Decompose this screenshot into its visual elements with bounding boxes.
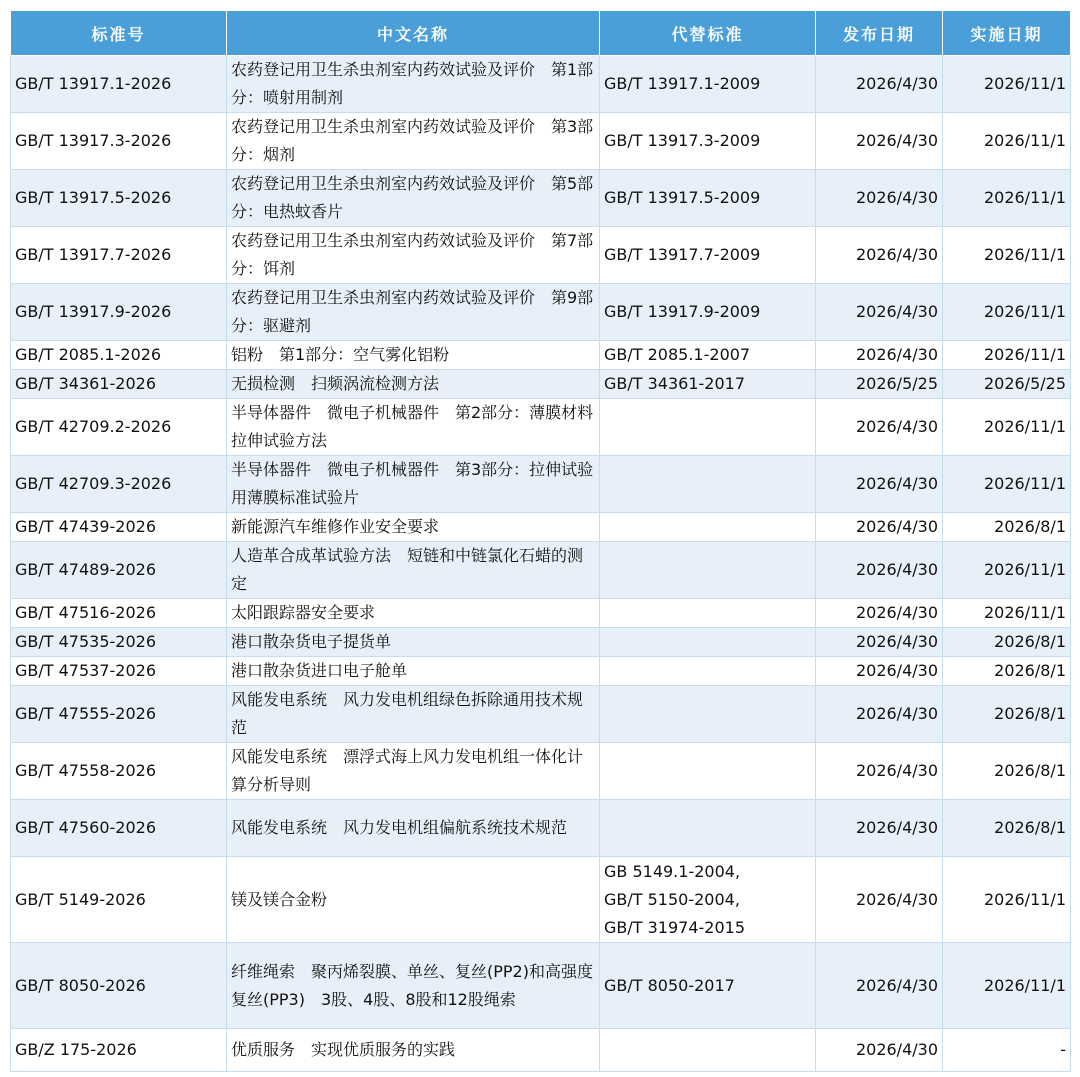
table-row [11,456,1071,513]
table-row [11,56,1071,113]
header-standard-number: 标准号 [11,11,227,56]
cell-replaced-standard [600,542,816,599]
header-publish-date: 发布日期 [816,11,943,56]
cell-effective-date: 2026/8/1 [943,743,1071,800]
cell-standard-number: GB/T 13917.9-2026 [11,284,227,341]
cell-effective-date: 2026/11/1 [943,943,1071,1029]
cell-standard-number: GB/T 8050-2026 [11,943,227,1029]
cell-replaced-standard [600,599,816,628]
cell-replaced-standard [600,686,816,743]
cell-replaced-standard: GB/T 13917.1-2009 [600,56,816,113]
cell-publish-date: 2026/4/30 [816,800,943,857]
cell-effective-date: 2026/11/1 [943,456,1071,513]
cell-effective-date: 2026/11/1 [943,113,1071,170]
cell-publish-date: 2026/4/30 [816,1029,943,1072]
cell-effective-date: 2026/8/1 [943,513,1071,542]
cell-effective-date: 2026/11/1 [943,170,1071,227]
cell-replaced-standard [600,1029,816,1072]
cell-effective-date: 2026/11/1 [943,227,1071,284]
table-row [11,113,1071,170]
cell-replaced-standard [600,456,816,513]
cell-effective-date: 2026/11/1 [943,542,1071,599]
cell-chinese-name: 新能源汽车维修作业安全要求 [227,513,600,542]
cell-standard-number: GB/T 2085.1-2026 [11,341,227,370]
cell-chinese-name: 港口散杂货进口电子舱单 [227,657,600,686]
cell-publish-date: 2026/4/30 [816,227,943,284]
cell-replaced-standard: GB/T 13917.9-2009 [600,284,816,341]
cell-standard-number: GB/T 13917.1-2026 [11,56,227,113]
cell-chinese-name: 风能发电系统 漂浮式海上风力发电机组一体化计算分析导则 [227,743,600,800]
cell-publish-date: 2026/4/30 [816,686,943,743]
cell-standard-number: GB/T 34361-2026 [11,370,227,399]
cell-standard-number: GB/T 13917.7-2026 [11,227,227,284]
table-row [11,284,1071,341]
table-row [11,743,1071,800]
cell-effective-date: 2026/8/1 [943,657,1071,686]
cell-replaced-standard: GB 5149.1-2004, GB/T 5150-2004, GB/T 31974-2015 [600,857,816,943]
cell-effective-date: - [943,1029,1071,1072]
cell-effective-date: 2026/8/1 [943,628,1071,657]
table-row [11,657,1071,686]
table-header-row [11,11,1071,56]
cell-publish-date: 2026/4/30 [816,657,943,686]
cell-publish-date: 2026/4/30 [816,628,943,657]
table-row [11,1029,1071,1072]
table-row [11,341,1071,370]
cell-standard-number: GB/T 42709.2-2026 [11,399,227,456]
cell-chinese-name: 铝粉 第1部分：空气雾化铝粉 [227,341,600,370]
cell-standard-number: GB/T 47439-2026 [11,513,227,542]
cell-replaced-standard: GB/T 13917.7-2009 [600,227,816,284]
cell-standard-number: GB/T 47558-2026 [11,743,227,800]
cell-replaced-standard: GB/T 13917.5-2009 [600,170,816,227]
cell-replaced-standard [600,513,816,542]
cell-publish-date: 2026/4/30 [816,113,943,170]
cell-chinese-name: 人造革合成革试验方法 短链和中链氯化石蜡的测定 [227,542,600,599]
cell-standard-number: GB/T 47516-2026 [11,599,227,628]
cell-replaced-standard [600,657,816,686]
table-row [11,542,1071,599]
cell-effective-date: 2026/11/1 [943,56,1071,113]
cell-effective-date: 2026/11/1 [943,399,1071,456]
table-row [11,370,1071,399]
cell-standard-number: GB/T 47489-2026 [11,542,227,599]
header-replaced-standard: 代替标准 [600,11,816,56]
cell-standard-number: GB/Z 175-2026 [11,1029,227,1072]
cell-standard-number: GB/T 13917.5-2026 [11,170,227,227]
cell-publish-date: 2026/4/30 [816,56,943,113]
cell-publish-date: 2026/4/30 [816,341,943,370]
cell-publish-date: 2026/4/30 [816,513,943,542]
table-row [11,628,1071,657]
cell-chinese-name: 半导体器件 微电子机械器件 第3部分：拉伸试验用薄膜标准试验片 [227,456,600,513]
cell-effective-date: 2026/5/25 [943,370,1071,399]
cell-publish-date: 2026/4/30 [816,170,943,227]
cell-standard-number: GB/T 5149-2026 [11,857,227,943]
cell-chinese-name: 农药登记用卫生杀虫剂室内药效试验及评价 第5部分：电热蚊香片 [227,170,600,227]
cell-chinese-name: 镁及镁合金粉 [227,857,600,943]
table-row [11,686,1071,743]
cell-standard-number: GB/T 47537-2026 [11,657,227,686]
header-chinese-name: 中文名称 [227,11,600,56]
cell-chinese-name: 农药登记用卫生杀虫剂室内药效试验及评价 第9部分：驱避剂 [227,284,600,341]
cell-chinese-name: 太阳跟踪器安全要求 [227,599,600,628]
cell-effective-date: 2026/11/1 [943,341,1071,370]
table-row [11,599,1071,628]
cell-chinese-name: 农药登记用卫生杀虫剂室内药效试验及评价 第7部分：饵剂 [227,227,600,284]
header-effective-date: 实施日期 [943,11,1071,56]
cell-replaced-standard [600,800,816,857]
cell-effective-date: 2026/11/1 [943,284,1071,341]
cell-publish-date: 2026/4/30 [816,743,943,800]
table-body [11,56,1071,1072]
cell-chinese-name: 风能发电系统 风力发电机组偏航系统技术规范 [227,800,600,857]
cell-publish-date: 2026/4/30 [816,456,943,513]
cell-replaced-standard: GB/T 2085.1-2007 [600,341,816,370]
cell-standard-number: GB/T 42709.3-2026 [11,456,227,513]
cell-effective-date: 2026/11/1 [943,599,1071,628]
table-row [11,943,1071,1029]
cell-chinese-name: 农药登记用卫生杀虫剂室内药效试验及评价 第3部分：烟剂 [227,113,600,170]
cell-replaced-standard: GB/T 13917.3-2009 [600,113,816,170]
cell-replaced-standard [600,399,816,456]
cell-chinese-name: 纤维绳索 聚丙烯裂膜、单丝、复丝(PP2)和高强度复丝(PP3) 3股、4股、8股和12股绳索 [227,943,600,1029]
cell-replaced-standard: GB/T 8050-2017 [600,943,816,1029]
cell-chinese-name: 无损检测 扫频涡流检测方法 [227,370,600,399]
standards-table [10,10,1071,1072]
cell-replaced-standard [600,628,816,657]
cell-effective-date: 2026/8/1 [943,800,1071,857]
cell-standard-number: GB/T 13917.3-2026 [11,113,227,170]
cell-effective-date: 2026/11/1 [943,857,1071,943]
cell-publish-date: 2026/4/30 [816,542,943,599]
cell-chinese-name: 风能发电系统 风力发电机组绿色拆除通用技术规范 [227,686,600,743]
cell-standard-number: GB/T 47555-2026 [11,686,227,743]
table-row [11,857,1071,943]
cell-chinese-name: 港口散杂货电子提货单 [227,628,600,657]
table-row [11,800,1071,857]
cell-publish-date: 2026/4/30 [816,599,943,628]
table-row [11,170,1071,227]
cell-publish-date: 2026/4/30 [816,857,943,943]
cell-publish-date: 2026/4/30 [816,943,943,1029]
table-row [11,513,1071,542]
cell-standard-number: GB/T 47560-2026 [11,800,227,857]
cell-effective-date: 2026/8/1 [943,686,1071,743]
cell-replaced-standard: GB/T 34361-2017 [600,370,816,399]
table-row [11,227,1071,284]
cell-chinese-name: 半导体器件 微电子机械器件 第2部分：薄膜材料拉伸试验方法 [227,399,600,456]
table-row [11,399,1071,456]
cell-replaced-standard [600,743,816,800]
cell-standard-number: GB/T 47535-2026 [11,628,227,657]
cell-publish-date: 2026/4/30 [816,399,943,456]
cell-chinese-name: 农药登记用卫生杀虫剂室内药效试验及评价 第1部分：喷射用制剂 [227,56,600,113]
cell-chinese-name: 优质服务 实现优质服务的实践 [227,1029,600,1072]
cell-publish-date: 2026/4/30 [816,284,943,341]
cell-publish-date: 2026/5/25 [816,370,943,399]
